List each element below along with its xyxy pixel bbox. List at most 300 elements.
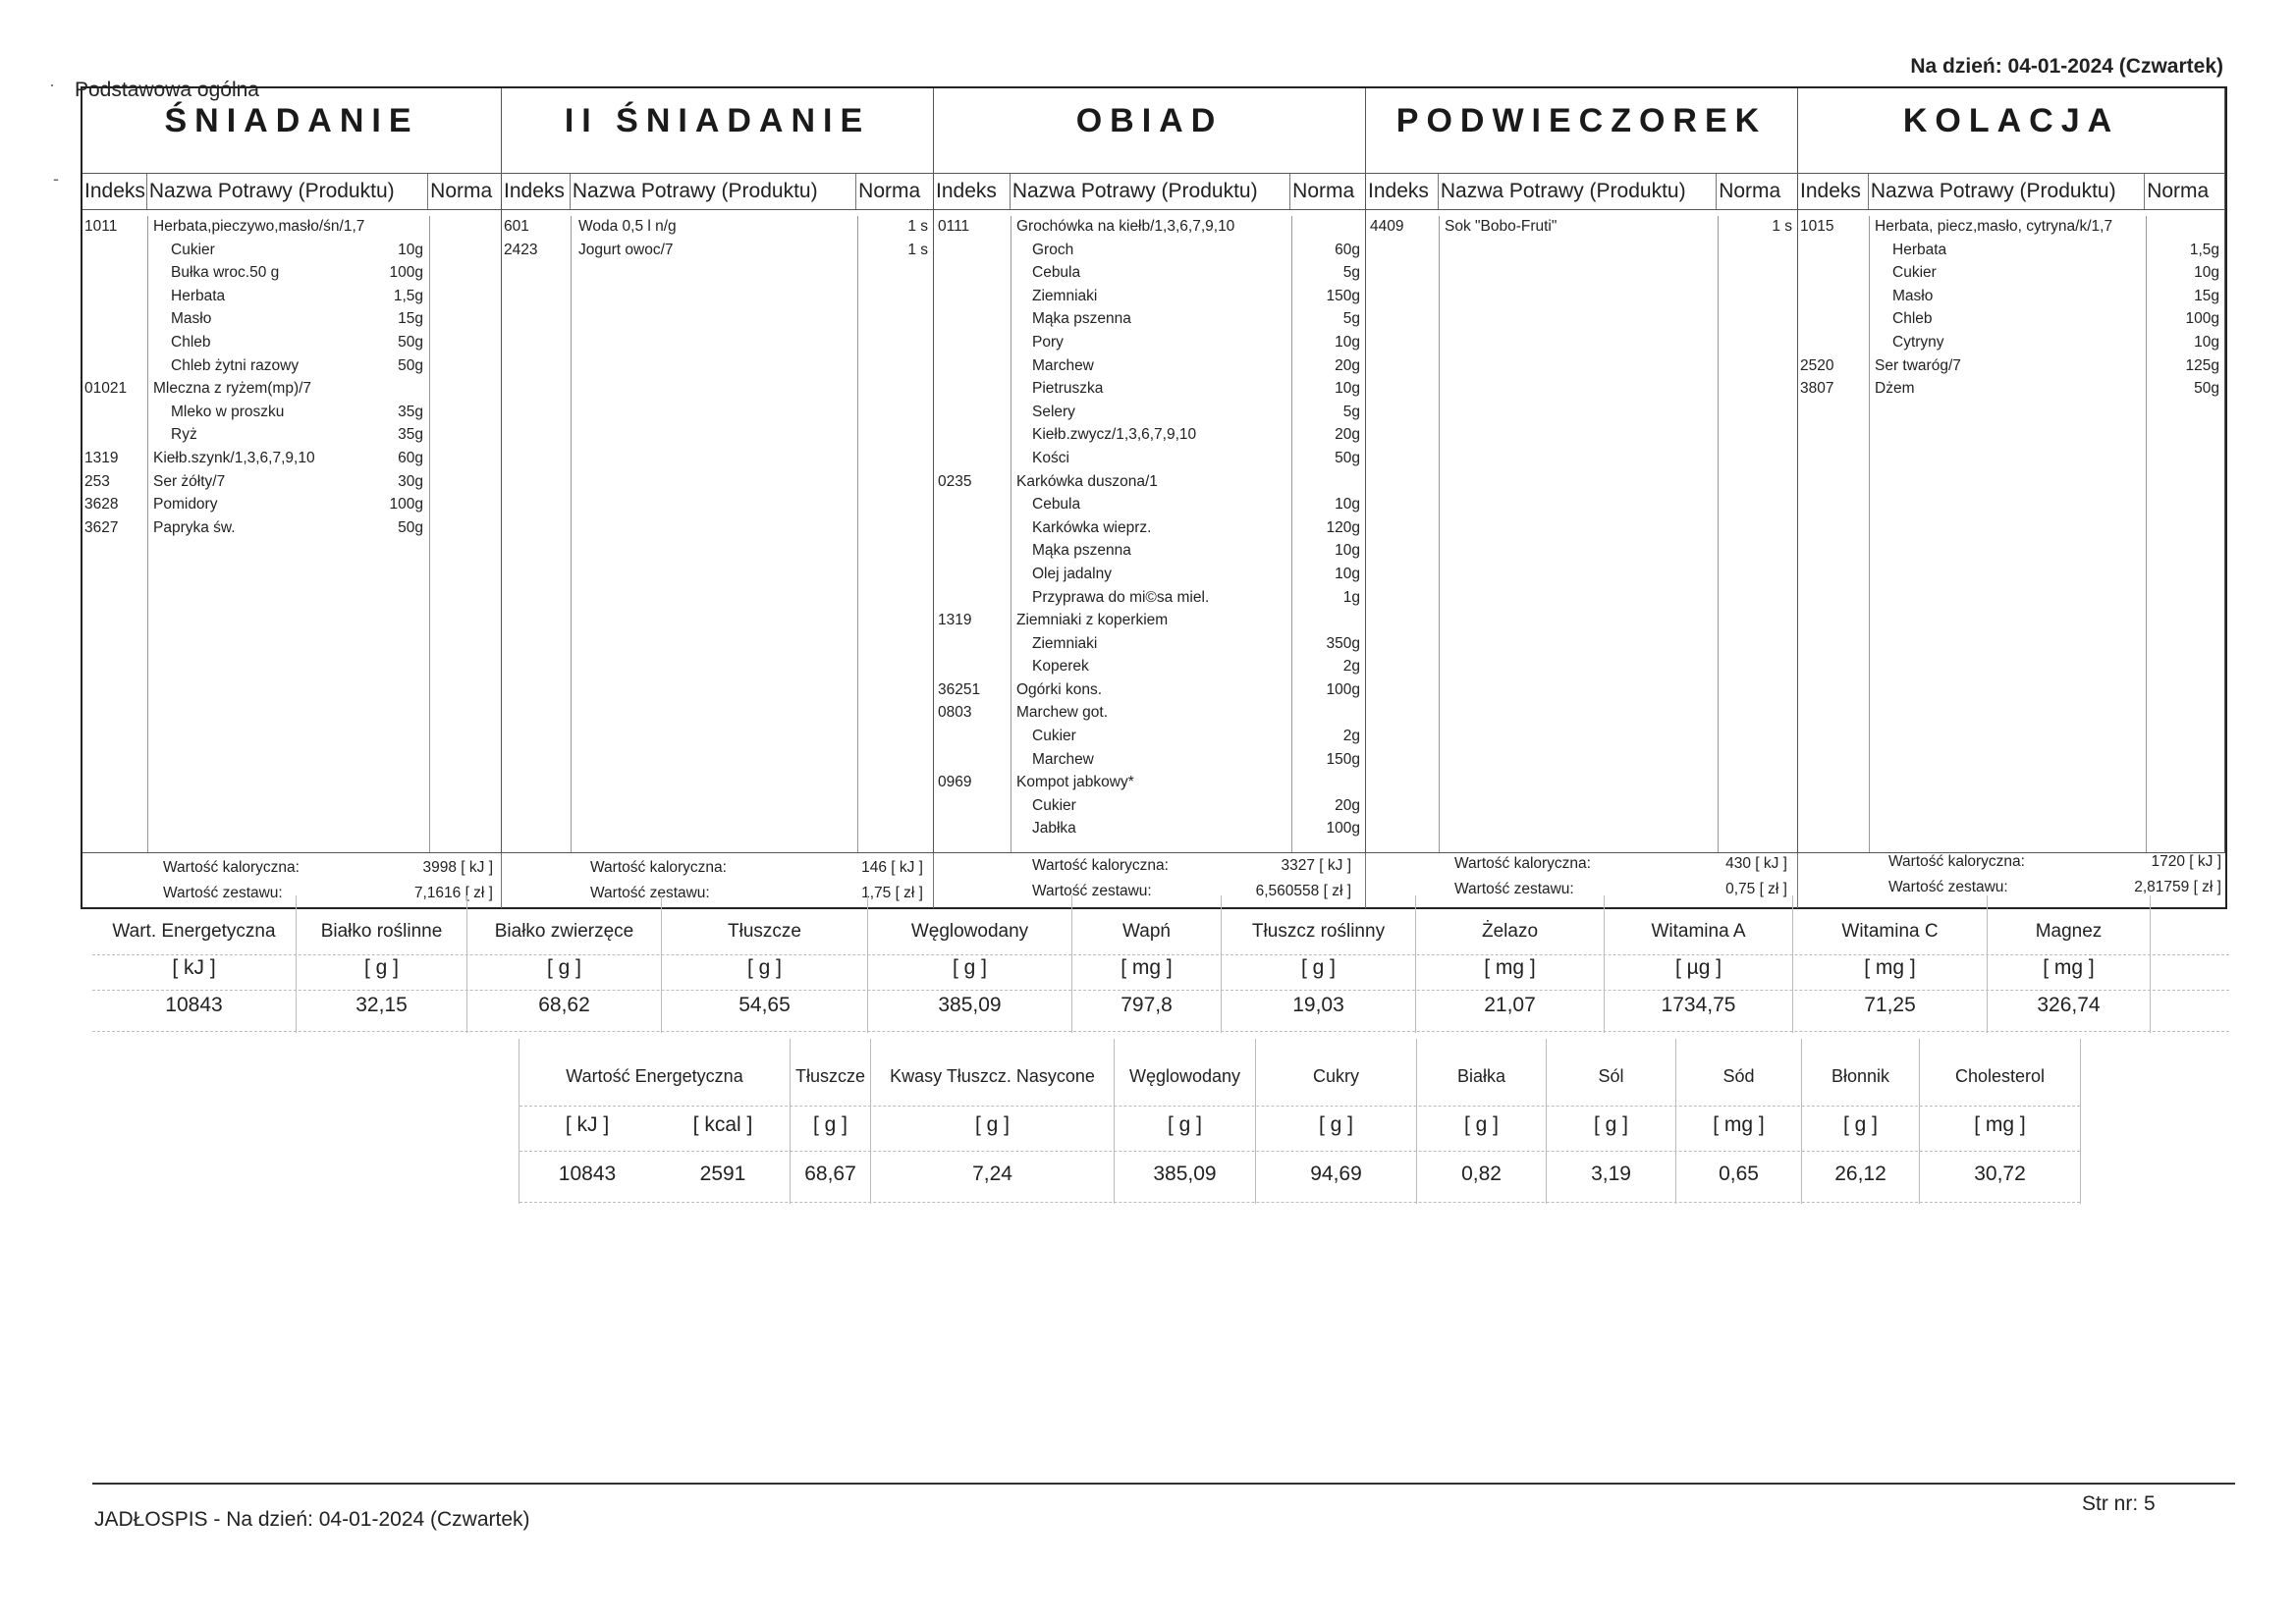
ingredient-name: Jabłka xyxy=(1032,820,1076,838)
cost-value: 0,75 [ zł ] xyxy=(1725,881,1787,897)
dish-name: Sok "Bobo-Fruti" xyxy=(1445,218,1558,235)
nutrient-cell xyxy=(1920,1039,2081,1204)
ingredient-name: Mąka pszenna xyxy=(1032,310,1131,328)
row-quantity: 350g xyxy=(1326,634,1360,652)
meal-row xyxy=(934,564,1365,587)
dish-name: Kiełb.szynk/1,3,6,7,9,10 xyxy=(153,449,315,466)
column-headers xyxy=(502,173,933,210)
row-index: 1319 xyxy=(84,449,119,466)
diet-type: Podstawowa ogólna xyxy=(75,79,259,101)
meal-row xyxy=(934,772,1365,795)
page-number: Str nr: 5 xyxy=(2082,1492,2156,1515)
ingredient-name: Przyprawa do mi©sa miel. xyxy=(1032,588,1210,606)
energy-kcal-value: 2591 xyxy=(699,1163,746,1185)
footer-title: JADŁOSPIS - Na dzień: 04-01-2024 (Czwartek) xyxy=(94,1508,530,1531)
nutrient-cell xyxy=(1072,895,1222,1033)
scan-mark: - xyxy=(53,169,59,189)
header-index: Indeks xyxy=(934,174,1011,209)
row-quantity: 10g xyxy=(2194,264,2219,282)
row-quantity: 150g xyxy=(1326,287,1360,304)
row-index: 601 xyxy=(504,218,529,235)
meal-row xyxy=(934,471,1365,495)
meal-row xyxy=(82,378,501,402)
nutrient-label: Cholesterol xyxy=(1954,1066,2046,1086)
ingredient-name: Chleb xyxy=(1892,310,1933,328)
ingredient-name: Herbata xyxy=(171,287,226,304)
nutrient-value: 21,07 xyxy=(1484,994,1536,1016)
nutrient-cell xyxy=(1676,1039,1802,1204)
nutrient-value: 7,24 xyxy=(972,1163,1012,1185)
meal-row xyxy=(934,656,1365,679)
dish-name: Woda 0,5 l n/g xyxy=(578,218,677,235)
meal-row xyxy=(934,726,1365,749)
ingredient-name: Koperek xyxy=(1032,658,1089,676)
nutrient-value: 68,62 xyxy=(538,994,590,1016)
dish-name: Pomidory xyxy=(153,496,218,514)
row-quantity: 10g xyxy=(1335,542,1360,560)
row-quantity: 15g xyxy=(398,310,423,328)
meal-row xyxy=(1798,355,2224,379)
kcal-value: 3327 [ kJ ] xyxy=(1281,857,1351,874)
meal-row xyxy=(82,286,501,309)
nutrient-cell xyxy=(868,895,1072,1033)
row-quantity: 50g xyxy=(1335,449,1360,466)
nutrient-cell xyxy=(1417,1039,1547,1204)
meal-rows xyxy=(934,216,1365,841)
meal-row xyxy=(82,471,501,495)
meal-row xyxy=(934,702,1365,726)
nutrient-cell xyxy=(662,895,868,1033)
nutrient-value: 3,19 xyxy=(1591,1163,1631,1185)
meal-title: ŚNIADANIE xyxy=(164,102,419,139)
dish-name: Herbata, piecz,masło, cytryna/k/1,7 xyxy=(1875,218,2113,235)
header-index: Indeks xyxy=(82,174,147,209)
nutrient-value: 0,82 xyxy=(1461,1163,1502,1185)
nutrient-value: 54,65 xyxy=(738,994,791,1016)
row-index: 3627 xyxy=(84,518,119,536)
nutrient-unit: [ g ] xyxy=(1167,1113,1203,1136)
meal-column-breakfast xyxy=(82,88,502,852)
ingredient-name: Olej jadalny xyxy=(1032,565,1112,582)
meal-column-dinner xyxy=(934,88,1366,852)
meal-row xyxy=(82,402,501,425)
dish-name: Ziemniaki z koperkiem xyxy=(1016,612,1169,629)
row-index: 1015 xyxy=(1800,218,1834,235)
nutrient-label: Węglowodany xyxy=(910,921,1029,942)
column-headers xyxy=(1366,173,1797,210)
row-quantity: 20g xyxy=(1335,356,1360,374)
ingredient-name: Ziemniaki xyxy=(1032,634,1098,652)
dish-name: Marchew got. xyxy=(1016,704,1109,722)
ingredient-name: Ziemniaki xyxy=(1032,287,1098,304)
header-name: Nazwa Potrawy (Produktu) xyxy=(1869,174,2145,209)
header-name: Nazwa Potrawy (Produktu) xyxy=(147,174,428,209)
ingredient-name: Groch xyxy=(1032,241,1074,258)
nutrient-label: Cukry xyxy=(1312,1066,1359,1086)
cost-value: 6,560558 [ zł ] xyxy=(1255,883,1351,899)
energy-kj-unit: [ kJ ] xyxy=(565,1113,610,1136)
meal-row xyxy=(82,332,501,355)
dish-name: Ogórki kons. xyxy=(1016,680,1103,698)
nutrient-unit: [ g ] xyxy=(363,956,400,979)
row-index: 0803 xyxy=(938,704,972,722)
nutrient-value: 30,72 xyxy=(1974,1163,2026,1185)
ingredient-name: Chleb żytni razowy xyxy=(171,356,300,374)
nutrient-cell xyxy=(791,1039,871,1204)
ingredient-name: Karkówka wieprz. xyxy=(1032,518,1152,536)
row-index: 0111 xyxy=(938,218,970,235)
row-index: 0969 xyxy=(938,774,972,791)
header-norm: Norma xyxy=(1719,180,1781,202)
meal-row xyxy=(82,262,501,286)
nutrient-value: 26,12 xyxy=(1834,1163,1886,1185)
kcal-value: 430 [ kJ ] xyxy=(1725,855,1787,872)
ingredient-name: Pory xyxy=(1032,333,1064,351)
nutrient-cell xyxy=(1802,1039,1920,1204)
row-quantity: 5g xyxy=(1342,264,1360,282)
nutrient-unit: [ mg ] xyxy=(1974,1113,2026,1136)
row-quantity: 100g xyxy=(389,496,423,514)
nutrient-label: Węglowodany xyxy=(1128,1066,1241,1086)
meal-title: PODWIECZOREK xyxy=(1395,102,1768,139)
meal-row xyxy=(1798,240,2224,263)
dish-name: Karkówka duszona/1 xyxy=(1016,472,1158,490)
meal-row xyxy=(1798,262,2224,286)
row-quantity: 10g xyxy=(1335,333,1360,351)
row-quantity: 2g xyxy=(1342,658,1360,676)
row-quantity: 125g xyxy=(2185,356,2219,374)
ingredient-name: Herbata xyxy=(1892,241,1947,258)
row-quantity: 5g xyxy=(1342,403,1360,420)
ingredient-name: Cukier xyxy=(1892,264,1937,282)
meal-row xyxy=(1798,378,2224,402)
page-date: Na dzień: 04-01-2024 (Czwartek) xyxy=(1910,55,2223,78)
nutrient-label: Tłuszcze xyxy=(728,921,801,942)
meal-row xyxy=(934,355,1365,379)
ingredient-name: Cytryny xyxy=(1892,333,1944,351)
nutrient-cell xyxy=(92,895,297,1033)
nutrient-label: Sód xyxy=(1722,1066,1755,1086)
header-index: Indeks xyxy=(1366,174,1439,209)
nutrient-unit: [ g ] xyxy=(746,956,783,979)
nutrient-cell xyxy=(1416,895,1605,1033)
nutrient-cell xyxy=(871,1039,1115,1204)
dish-name: Mleczna z ryżem(mp)/7 xyxy=(153,380,312,398)
header-name: Nazwa Potrawy (Produktu) xyxy=(1439,174,1717,209)
nutrient-unit: [ mg ] xyxy=(1121,956,1173,979)
row-quantity: 1 s xyxy=(1772,218,1792,235)
nutrient-value: 797,8 xyxy=(1121,994,1173,1016)
nutrient-cell xyxy=(1115,1039,1256,1204)
row-quantity: 1g xyxy=(1342,588,1360,606)
nutrient-unit: [ µg ] xyxy=(1674,956,1722,979)
meal-title: OBIAD xyxy=(1075,102,1224,139)
nutrient-cell xyxy=(1605,895,1793,1033)
meal-column-afternoon-snack xyxy=(1366,88,1798,852)
nutrient-unit: [ g ] xyxy=(1593,1113,1629,1136)
meal-row xyxy=(934,332,1365,355)
nutrient-unit: [ kJ ] xyxy=(172,956,216,979)
header-norm: Norma xyxy=(1292,180,1355,202)
row-index: 1011 xyxy=(84,218,118,235)
ingredient-name: Marchew xyxy=(1032,356,1094,374)
nutrient-label: Białko zwierzęce xyxy=(494,921,634,942)
header-name: Nazwa Potrawy (Produktu) xyxy=(1011,174,1290,209)
nutrient-label: Magnez xyxy=(2035,921,2103,942)
kcal-value: 1720 [ kJ ] xyxy=(2151,853,2221,870)
energy-kj-value: 10843 xyxy=(558,1163,617,1185)
row-quantity: 1,5g xyxy=(2189,241,2219,258)
meal-row xyxy=(1798,286,2224,309)
meal-row xyxy=(82,308,501,332)
meal-row xyxy=(934,286,1365,309)
nutrient-cell xyxy=(467,895,662,1033)
ingredient-name: Masło xyxy=(1892,287,1934,304)
meal-row xyxy=(82,448,501,471)
ingredient-name: Kiełb.zwycz/1,3,6,7,9,10 xyxy=(1032,426,1197,444)
meal-row xyxy=(934,679,1365,703)
row-quantity: 60g xyxy=(1335,241,1360,258)
meal-column-second-breakfast xyxy=(502,88,934,852)
meal-row xyxy=(934,240,1365,263)
meal-row xyxy=(502,240,933,263)
meal-row xyxy=(934,795,1365,819)
row-quantity: 60g xyxy=(398,449,423,466)
row-quantity: 20g xyxy=(1335,426,1360,444)
kcal-label: Wartość kaloryczna: xyxy=(163,859,300,876)
meal-row xyxy=(1798,308,2224,332)
header-norm: Norma xyxy=(430,180,493,202)
nutrient-unit: [ mg ] xyxy=(2043,956,2095,979)
energy-cell xyxy=(519,1039,791,1204)
ingredient-name: Marchew xyxy=(1032,750,1094,768)
ingredient-name: Cebula xyxy=(1032,496,1081,514)
nutrient-unit: [ mg ] xyxy=(1713,1113,1765,1136)
meal-row xyxy=(934,540,1365,564)
nutrient-label: Błonnik xyxy=(1831,1066,1890,1086)
nutrient-cell xyxy=(1793,895,1988,1033)
cost-label: Wartość zestawu: xyxy=(1888,879,2008,895)
kcal-label: Wartość kaloryczna: xyxy=(1888,853,2025,870)
meal-row xyxy=(934,610,1365,633)
meal-row xyxy=(82,355,501,379)
column-headers xyxy=(82,173,501,210)
dish-name: Herbata,pieczywo,masło/śn/1,7 xyxy=(153,218,365,235)
dish-name: Ser żółty/7 xyxy=(153,472,226,490)
meal-row xyxy=(82,517,501,541)
row-index: 4409 xyxy=(1370,218,1404,235)
cost-value: 7,1616 [ zł ] xyxy=(413,885,493,901)
ingredient-name: Ryż xyxy=(171,426,197,444)
nutrient-label: Sól xyxy=(1598,1066,1624,1086)
nutrient-value: 94,69 xyxy=(1310,1163,1362,1185)
kcal-label: Wartość kaloryczna: xyxy=(1032,857,1169,874)
meal-title: II ŚNIADANIE xyxy=(564,102,871,139)
meal-row xyxy=(934,448,1365,471)
meal-rows xyxy=(1366,216,1797,240)
row-quantity: 10g xyxy=(2194,333,2219,351)
row-quantity: 10g xyxy=(1335,496,1360,514)
row-quantity: 5g xyxy=(1342,310,1360,328)
meal-rows xyxy=(82,216,501,540)
meal-row xyxy=(502,216,933,240)
meal-row xyxy=(934,216,1365,240)
meal-row xyxy=(934,402,1365,425)
nutrition-summary-table xyxy=(92,895,2229,1033)
dish-name: Grochówka na kiełb/1,3,6,7,9,10 xyxy=(1016,218,1235,235)
row-quantity: 1,5g xyxy=(393,287,423,304)
row-quantity: 50g xyxy=(2194,380,2219,398)
row-index: 3807 xyxy=(1800,380,1834,398)
ingredient-name: Bułka wroc.50 g xyxy=(171,264,280,282)
nutrient-unit: [ g ] xyxy=(812,1113,848,1136)
kcal-label: Wartość kaloryczna: xyxy=(590,859,727,876)
meal-row xyxy=(1798,216,2224,240)
nutrient-unit: [ g ] xyxy=(974,1113,1011,1136)
nutrient-label: Witamina A xyxy=(1651,921,1746,942)
cost-label: Wartość zestawu: xyxy=(590,885,710,901)
row-quantity: 120g xyxy=(1326,518,1360,536)
nutrient-value: 385,09 xyxy=(1153,1163,1217,1185)
kcal-value: 3998 [ kJ ] xyxy=(422,859,493,876)
header-index: Indeks xyxy=(1798,174,1869,209)
cost-label: Wartość zestawu: xyxy=(1032,883,1152,899)
cost-value: 1,75 [ zł ] xyxy=(861,885,923,901)
energy-kcal-unit: [ kcal ] xyxy=(692,1113,753,1136)
dish-name: Jogurt owoc/7 xyxy=(578,241,674,258)
nutrient-unit: [ g ] xyxy=(546,956,582,979)
meal-row xyxy=(934,262,1365,286)
nutrient-label: Żelazo xyxy=(1481,921,1539,942)
meal-row xyxy=(82,494,501,517)
ingredient-name: Mleko w proszku xyxy=(171,403,285,420)
nutrient-label: Białka xyxy=(1456,1066,1506,1086)
nutrient-cell xyxy=(297,895,467,1033)
row-quantity: 2g xyxy=(1342,728,1360,745)
meal-row xyxy=(82,216,501,240)
energy-label: Wartość Energetyczna xyxy=(566,1066,743,1086)
nutrient-label: Witamina C xyxy=(1841,921,1939,942)
row-quantity: 50g xyxy=(398,518,423,536)
ingredient-name: Kości xyxy=(1032,449,1069,466)
nutrient-unit: [ g ] xyxy=(1463,1113,1500,1136)
row-quantity: 100g xyxy=(2185,310,2219,328)
cost-value: 2,81759 [ zł ] xyxy=(2134,879,2221,895)
nutrient-cell xyxy=(1547,1039,1676,1204)
ingredient-name: Cukier xyxy=(171,241,215,258)
row-index: 0235 xyxy=(938,472,972,490)
row-quantity: 50g xyxy=(398,333,423,351)
nutrient-value: 326,74 xyxy=(2037,994,2101,1016)
meal-row xyxy=(934,587,1365,611)
dish-name: Papryka św. xyxy=(153,518,236,536)
row-index: 01021 xyxy=(84,380,128,398)
row-index: 36251 xyxy=(938,680,981,698)
ingredient-name: Cukier xyxy=(1032,728,1076,745)
nutrition-label-table xyxy=(519,1039,2080,1204)
ingredient-name: Masło xyxy=(171,310,212,328)
nutrient-value: 385,09 xyxy=(938,994,1002,1016)
scan-mark: · xyxy=(49,75,55,94)
meal-row xyxy=(934,424,1365,448)
ingredient-name: Cukier xyxy=(1032,796,1076,814)
meal-row xyxy=(82,424,501,448)
row-quantity: 20g xyxy=(1335,796,1360,814)
column-headers xyxy=(934,173,1365,210)
row-quantity: 1 s xyxy=(907,241,928,258)
row-quantity: 150g xyxy=(1326,750,1360,768)
meal-rows xyxy=(502,216,933,262)
nutrient-cell xyxy=(1222,895,1416,1033)
row-index: 3628 xyxy=(84,496,119,514)
nutrient-label: Kwasy Tłuszcz. Nasycone xyxy=(890,1066,1095,1086)
row-quantity: 50g xyxy=(398,356,423,374)
meal-row xyxy=(1366,216,1797,240)
header-name: Nazwa Potrawy (Produktu) xyxy=(571,174,856,209)
footer-rule xyxy=(92,1483,2235,1485)
row-quantity: 10g xyxy=(1335,565,1360,582)
ingredient-name: Chleb xyxy=(171,333,211,351)
dish-name: Kompot jabkowy* xyxy=(1016,774,1134,791)
meal-row xyxy=(934,378,1365,402)
nutrient-value: 10843 xyxy=(165,994,223,1016)
row-quantity: 10g xyxy=(398,241,423,258)
nutrient-value: 1734,75 xyxy=(1661,994,1736,1016)
ingredient-name: Cebula xyxy=(1032,264,1081,282)
meal-row xyxy=(934,818,1365,841)
row-quantity: 100g xyxy=(1326,680,1360,698)
nutrient-value: 68,67 xyxy=(804,1163,856,1185)
nutrient-cell xyxy=(1256,1039,1417,1204)
ingredient-name: Selery xyxy=(1032,403,1075,420)
nutrient-value: 0,65 xyxy=(1719,1163,1759,1185)
meal-row xyxy=(1798,332,2224,355)
row-quantity: 35g xyxy=(398,403,423,420)
meal-rows xyxy=(1798,216,2224,402)
nutrient-label: Tłuszcze xyxy=(794,1066,865,1086)
dish-name: Dżem xyxy=(1875,380,1915,398)
dish-name: Ser twaróg/7 xyxy=(1875,356,1961,374)
row-quantity: 100g xyxy=(389,264,423,282)
nutrient-value: 32,15 xyxy=(355,994,408,1016)
row-index: 253 xyxy=(84,472,110,490)
meal-row xyxy=(82,240,501,263)
nutrient-value: 71,25 xyxy=(1864,994,1916,1016)
nutrient-unit: [ mg ] xyxy=(1484,956,1536,979)
meal-row xyxy=(934,494,1365,517)
nutrient-unit: [ g ] xyxy=(1300,956,1337,979)
meal-title: KOLACJA xyxy=(1902,102,2120,139)
cost-label: Wartość zestawu: xyxy=(1454,881,1574,897)
kcal-label: Wartość kaloryczna: xyxy=(1454,855,1591,872)
row-index: 2520 xyxy=(1800,356,1834,374)
row-quantity: 30g xyxy=(398,472,423,490)
row-quantity: 35g xyxy=(398,426,423,444)
nutrient-label: Wart. Energetyczna xyxy=(112,921,276,942)
ingredient-name: Mąka pszenna xyxy=(1032,542,1131,560)
nutrient-label: Wapń xyxy=(1122,921,1171,942)
meal-column-supper xyxy=(1798,88,2225,852)
row-quantity: 15g xyxy=(2194,287,2219,304)
row-index: 2423 xyxy=(504,241,538,258)
row-quantity: 1 s xyxy=(907,218,928,235)
nutrient-value: 19,03 xyxy=(1292,994,1344,1016)
cost-label: Wartość zestawu: xyxy=(163,885,283,901)
nutrient-unit: [ g ] xyxy=(952,956,988,979)
nutrient-label: Tłuszcz roślinny xyxy=(1251,921,1386,942)
ingredient-name: Pietruszka xyxy=(1032,380,1104,398)
meal-row xyxy=(934,633,1365,657)
